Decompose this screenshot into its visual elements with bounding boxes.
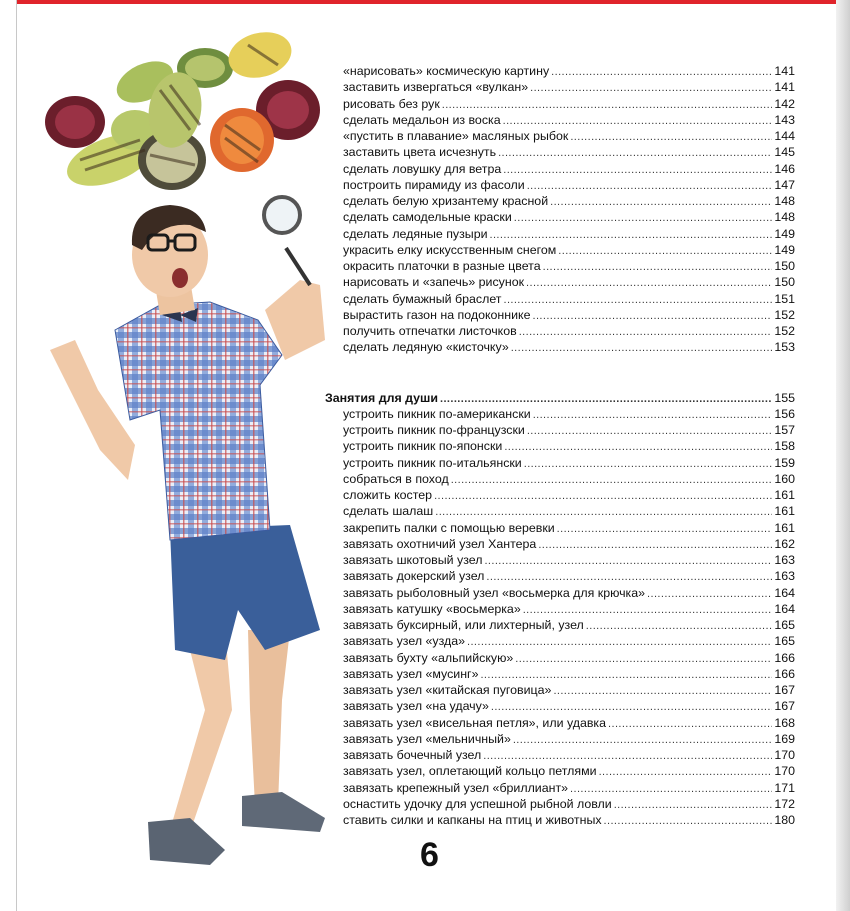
toc-entry: получить отпечатки листочков ..... 152 — [325, 323, 795, 339]
toc-entry: сделать ледяные пузыри ..... 149 — [325, 226, 795, 242]
toc-entry: заставить цвета исчезнуть ..... 145 — [325, 144, 795, 160]
toc-entry: оснастить удочку для успешной рыбной ловли ..... 172 — [325, 796, 795, 812]
page-right-edge — [836, 0, 850, 911]
toc-entry: устроить пикник по-итальянски ..... 159 — [325, 455, 795, 471]
toc-entry: завязать бухту «альпийскую» ..... 166 — [325, 650, 795, 666]
page-number: 6 — [420, 836, 439, 874]
toc-entry: завязать охотничий узел Хантера ..... 162 — [325, 536, 795, 552]
top-accent-bar — [0, 0, 850, 4]
toc-entry: построить пирамиду из фасоли ..... 147 — [325, 177, 795, 193]
toc-entry: украсить елку искусственным снегом ..... 149 — [325, 242, 795, 258]
table-of-contents — [325, 63, 795, 828]
man-with-magnifier-illustration — [20, 10, 340, 890]
toc-entry: закрепить палки с помощью веревки ..... 161 — [325, 520, 795, 536]
toc-entry: завязать крепежный узел «бриллиант» ..... 171 — [325, 780, 795, 796]
toc-entry: завязать узел «мусинг» ..... 166 — [325, 666, 795, 682]
toc-entry: собраться в поход ..... 160 — [325, 471, 795, 487]
toc-entry: сделать ловушку для ветра ..... 146 — [325, 161, 795, 177]
toc-entry: сделать ледяную «кисточку» ..... 153 — [325, 339, 795, 355]
toc-entry: сложить костер ..... 161 — [325, 487, 795, 503]
toc-entry: сделать самодельные краски ..... 148 — [325, 209, 795, 225]
toc-entry: нарисовать и «запечь» рисунок ..... 150 — [325, 274, 795, 290]
toc-entry: окрасить платочки в разные цвета ..... 150 — [325, 258, 795, 274]
toc-entry: вырастить газон на подоконнике ..... 152 — [325, 307, 795, 323]
toc-entry: рисовать без рук ..... 142 — [325, 96, 795, 112]
page-left-edge — [0, 0, 17, 911]
toc-entry: сделать шалаш ..... 161 — [325, 503, 795, 519]
magnifier-icon — [264, 197, 300, 233]
toc-entry: сделать медальон из воска ..... 143 — [325, 112, 795, 128]
toc-entry: завязать узел, оплетающий кольцо петлями ..... 170 — [325, 763, 795, 779]
toc-entry: «нарисовать» космическую картину ..... 141 — [325, 63, 795, 79]
toc-entry: завязать катушку «восьмерка» ..... 164 — [325, 601, 795, 617]
toc-entry: завязать докерский узел ..... 163 — [325, 568, 795, 584]
toc-entry: устроить пикник по-японски ..... 158 — [325, 438, 795, 454]
toc-entry: сделать бумажный браслет ..... 151 — [325, 291, 795, 307]
toc-entry: завязать буксирный, или лихтерный, узел ..... 165 — [325, 617, 795, 633]
toc-entry: завязать бочечный узел ..... 170 — [325, 747, 795, 763]
toc-entry: завязать узел «китайская пуговица» ..... 167 — [325, 682, 795, 698]
toc-entry: устроить пикник по-французски ..... 157 — [325, 422, 795, 438]
toc-entry: завязать узел «висельная петля», или удавка ..... 168 — [325, 715, 795, 731]
toc-entry: устроить пикник по-американски ..... 156 — [325, 406, 795, 422]
toc-entry: ставить силки и капканы на птиц и животных ..... 180 — [325, 812, 795, 828]
grilled-vegetables-icon — [45, 25, 320, 196]
toc-entry: сделать белую хризантему красной ..... 148 — [325, 193, 795, 209]
toc-entry: завязать узел «мельничный» ..... 169 — [325, 731, 795, 747]
toc-entry: завязать шкотовый узел ..... 163 — [325, 552, 795, 568]
toc-entry: завязать узел «на удачу» ..... 167 — [325, 698, 795, 714]
toc-entry: «пустить в плавание» масляных рыбок ..... 144 — [325, 128, 795, 144]
toc-section-heading: Занятия для души ..... 155 — [325, 390, 795, 406]
toc-entry: завязать рыболовный узел «восьмерка для крючка» ..... 164 — [325, 585, 795, 601]
toc-entry: завязать узел «узда» ..... 165 — [325, 633, 795, 649]
toc-entry: заставить извергаться «вулкан» ..... 141 — [325, 79, 795, 95]
